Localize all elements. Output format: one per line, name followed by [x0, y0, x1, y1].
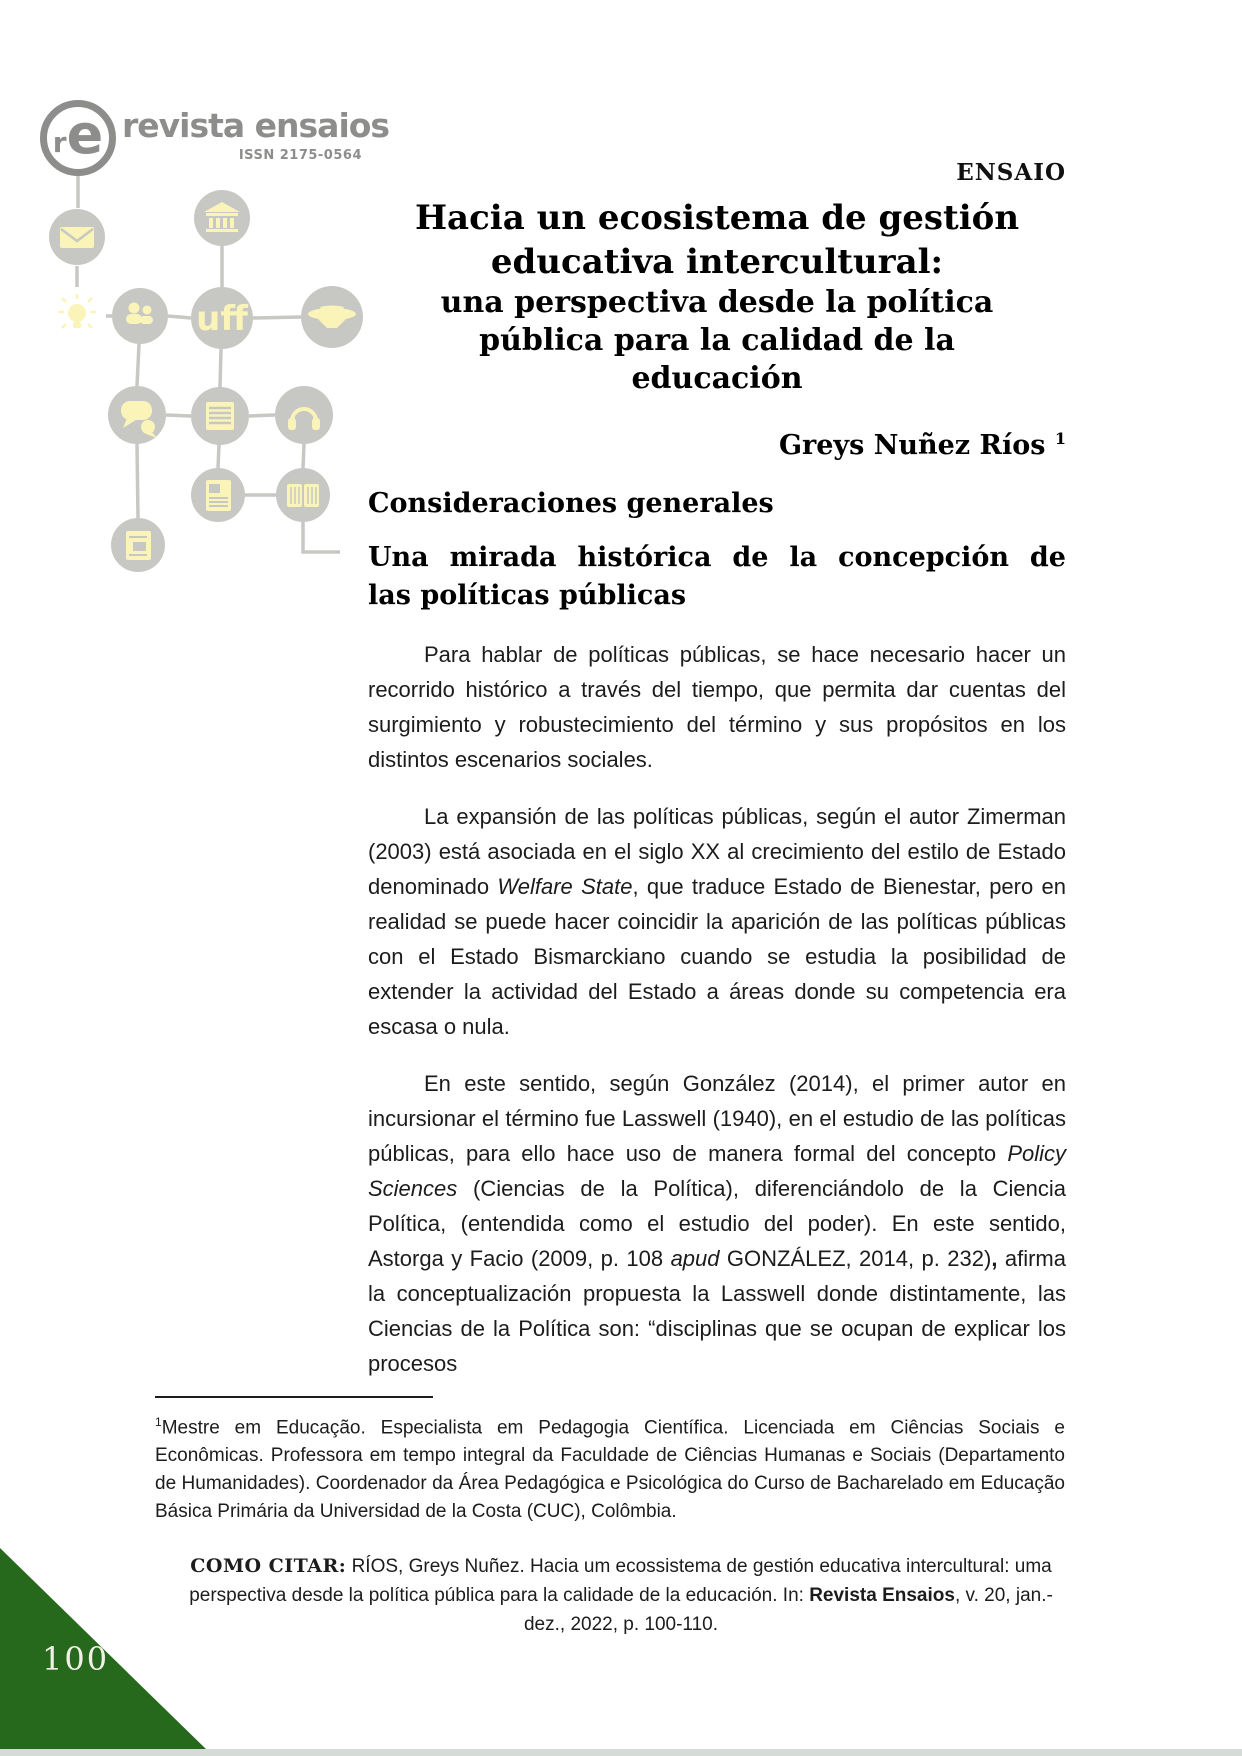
paragraph: En este sentido, según González (2014), el primer autor en incursionar el término fue Lasswell (1940), en el estudio de las políticas públicas, para ello hace uso de manera formal del concepto Policy Sciences (Ciencias de la Política), diferenciándolo de la Ciencia Política, (entendida como el estudio del poder). En este sentido, Astorga y Facio (2009, p. 108 apud GONZÁLEZ, 2014, p. 232), afirma la conceptualización propuesta la Lasswell donde distintamente, las Ciencias de la Política son: “disciplinas que se ocupan de explicar los procesos: [368, 1071, 1066, 1376]
citation-label: COMO CITAR:: [190, 1555, 347, 1577]
heading-line: las políticas públicas: [368, 580, 687, 611]
document-icon: [191, 468, 245, 522]
book-icon: [111, 518, 165, 572]
footnote-block: [155, 1396, 1065, 1526]
section-kicker: ENSAIO: [956, 159, 1066, 186]
author-footnote-ref: 1: [1054, 429, 1066, 448]
subtitle-line: educación: [631, 361, 803, 396]
subtitle-line: pública para la calidad de la: [479, 323, 955, 358]
monogram-letter-r: r: [52, 125, 67, 159]
footnote-marker: 1: [155, 1415, 162, 1429]
title-line: Hacia un ecosistema de gestión: [414, 198, 1020, 238]
journal-name: Revista Ensaios: [809, 1585, 955, 1606]
citation-block: COMO CITAR: RÍOS, Greys Nuñez. Hacia um ecossistema de gestión educativa intercultural: uma perspectiva desde la política pública para la calidade de la educación. In: Revista Ensaios, v. 20, jan.-dez., 2022, p. 100-110.: [189, 1555, 1053, 1635]
page-number: 100: [42, 1640, 110, 1678]
bank-columns-icon: [194, 190, 250, 246]
heading-consideraciones: Consideraciones generales: [368, 488, 774, 519]
journal-logo-monogram: [40, 100, 116, 176]
article-column: [368, 158, 1066, 1381]
author-byline: [368, 422, 1066, 463]
title-line: educativa intercultural:: [490, 242, 944, 282]
footnote-divider: [155, 1396, 433, 1398]
article-subtitle: [368, 284, 1066, 398]
journal-issn: ISSN 2175-0564: [238, 148, 362, 163]
journal-logo-wordmark: revista ensaios: [122, 106, 390, 145]
subtitle-line: una perspectiva desde la política: [440, 285, 994, 320]
uff-logo-text: uff: [196, 299, 248, 339]
monogram-letter-e: e: [66, 103, 104, 167]
uff-logo-icon: [191, 287, 253, 349]
speech-bubbles-icon: [108, 386, 166, 444]
author-name: Greys Nuñez Ríos: [778, 430, 1046, 461]
footnote-text: $^1$Mestre em Educação. Especialista em Pedagogia Científica. Licenciada em Ciências Sociais e Econômicas. Professora em tempo integral da Faculdade de Ciências Humanas e Sociais (Departamento de Humanidades). Coordenador da Área Pedagógica e Psicológica do Curso de Bacharelado em Educação Básica Primária da Universidad de la Costa (CUC), Colômbia.: [155, 1415, 1065, 1523]
lightbulb-icon: [58, 294, 96, 328]
paragraph: Para hablar de políticas públicas, se hace necesario hacer un recorrido histórico a través del tiempo, que permita dar cuentas del surgimiento y robustecimiento del término y sus propósitos en los distintos escenarios sociales.: [368, 642, 1066, 772]
heading-line: Una mirada histórica de la concepción de: [368, 542, 1066, 573]
paragraph: La expansión de las políticas públicas, según el autor Zimerman (2003) está asociada en el siglo XX al crecimiento del estilo de Estado denominado Welfare State, que traduce Estado de Bienestar, pero en realidad se puede hacer coincidir la aparición de las políticas públicas con el Estado Bismarckiano cuando se estudia la posibilidad de extender la actividad del Estado a áreas donde su competencia era escasa o nula.: [368, 804, 1066, 1039]
headphones-icon: [275, 386, 333, 444]
people-group-icon: [112, 288, 168, 344]
newspaper-icon: [191, 387, 249, 445]
envelope-icon: [49, 209, 105, 265]
niemeyer-museum-icon: [301, 286, 363, 348]
open-book-icon: [276, 468, 330, 522]
heading-mirada-historica: [368, 539, 1066, 615]
page-bottom-edge: [0, 1749, 1242, 1756]
article-title: [368, 196, 1066, 284]
